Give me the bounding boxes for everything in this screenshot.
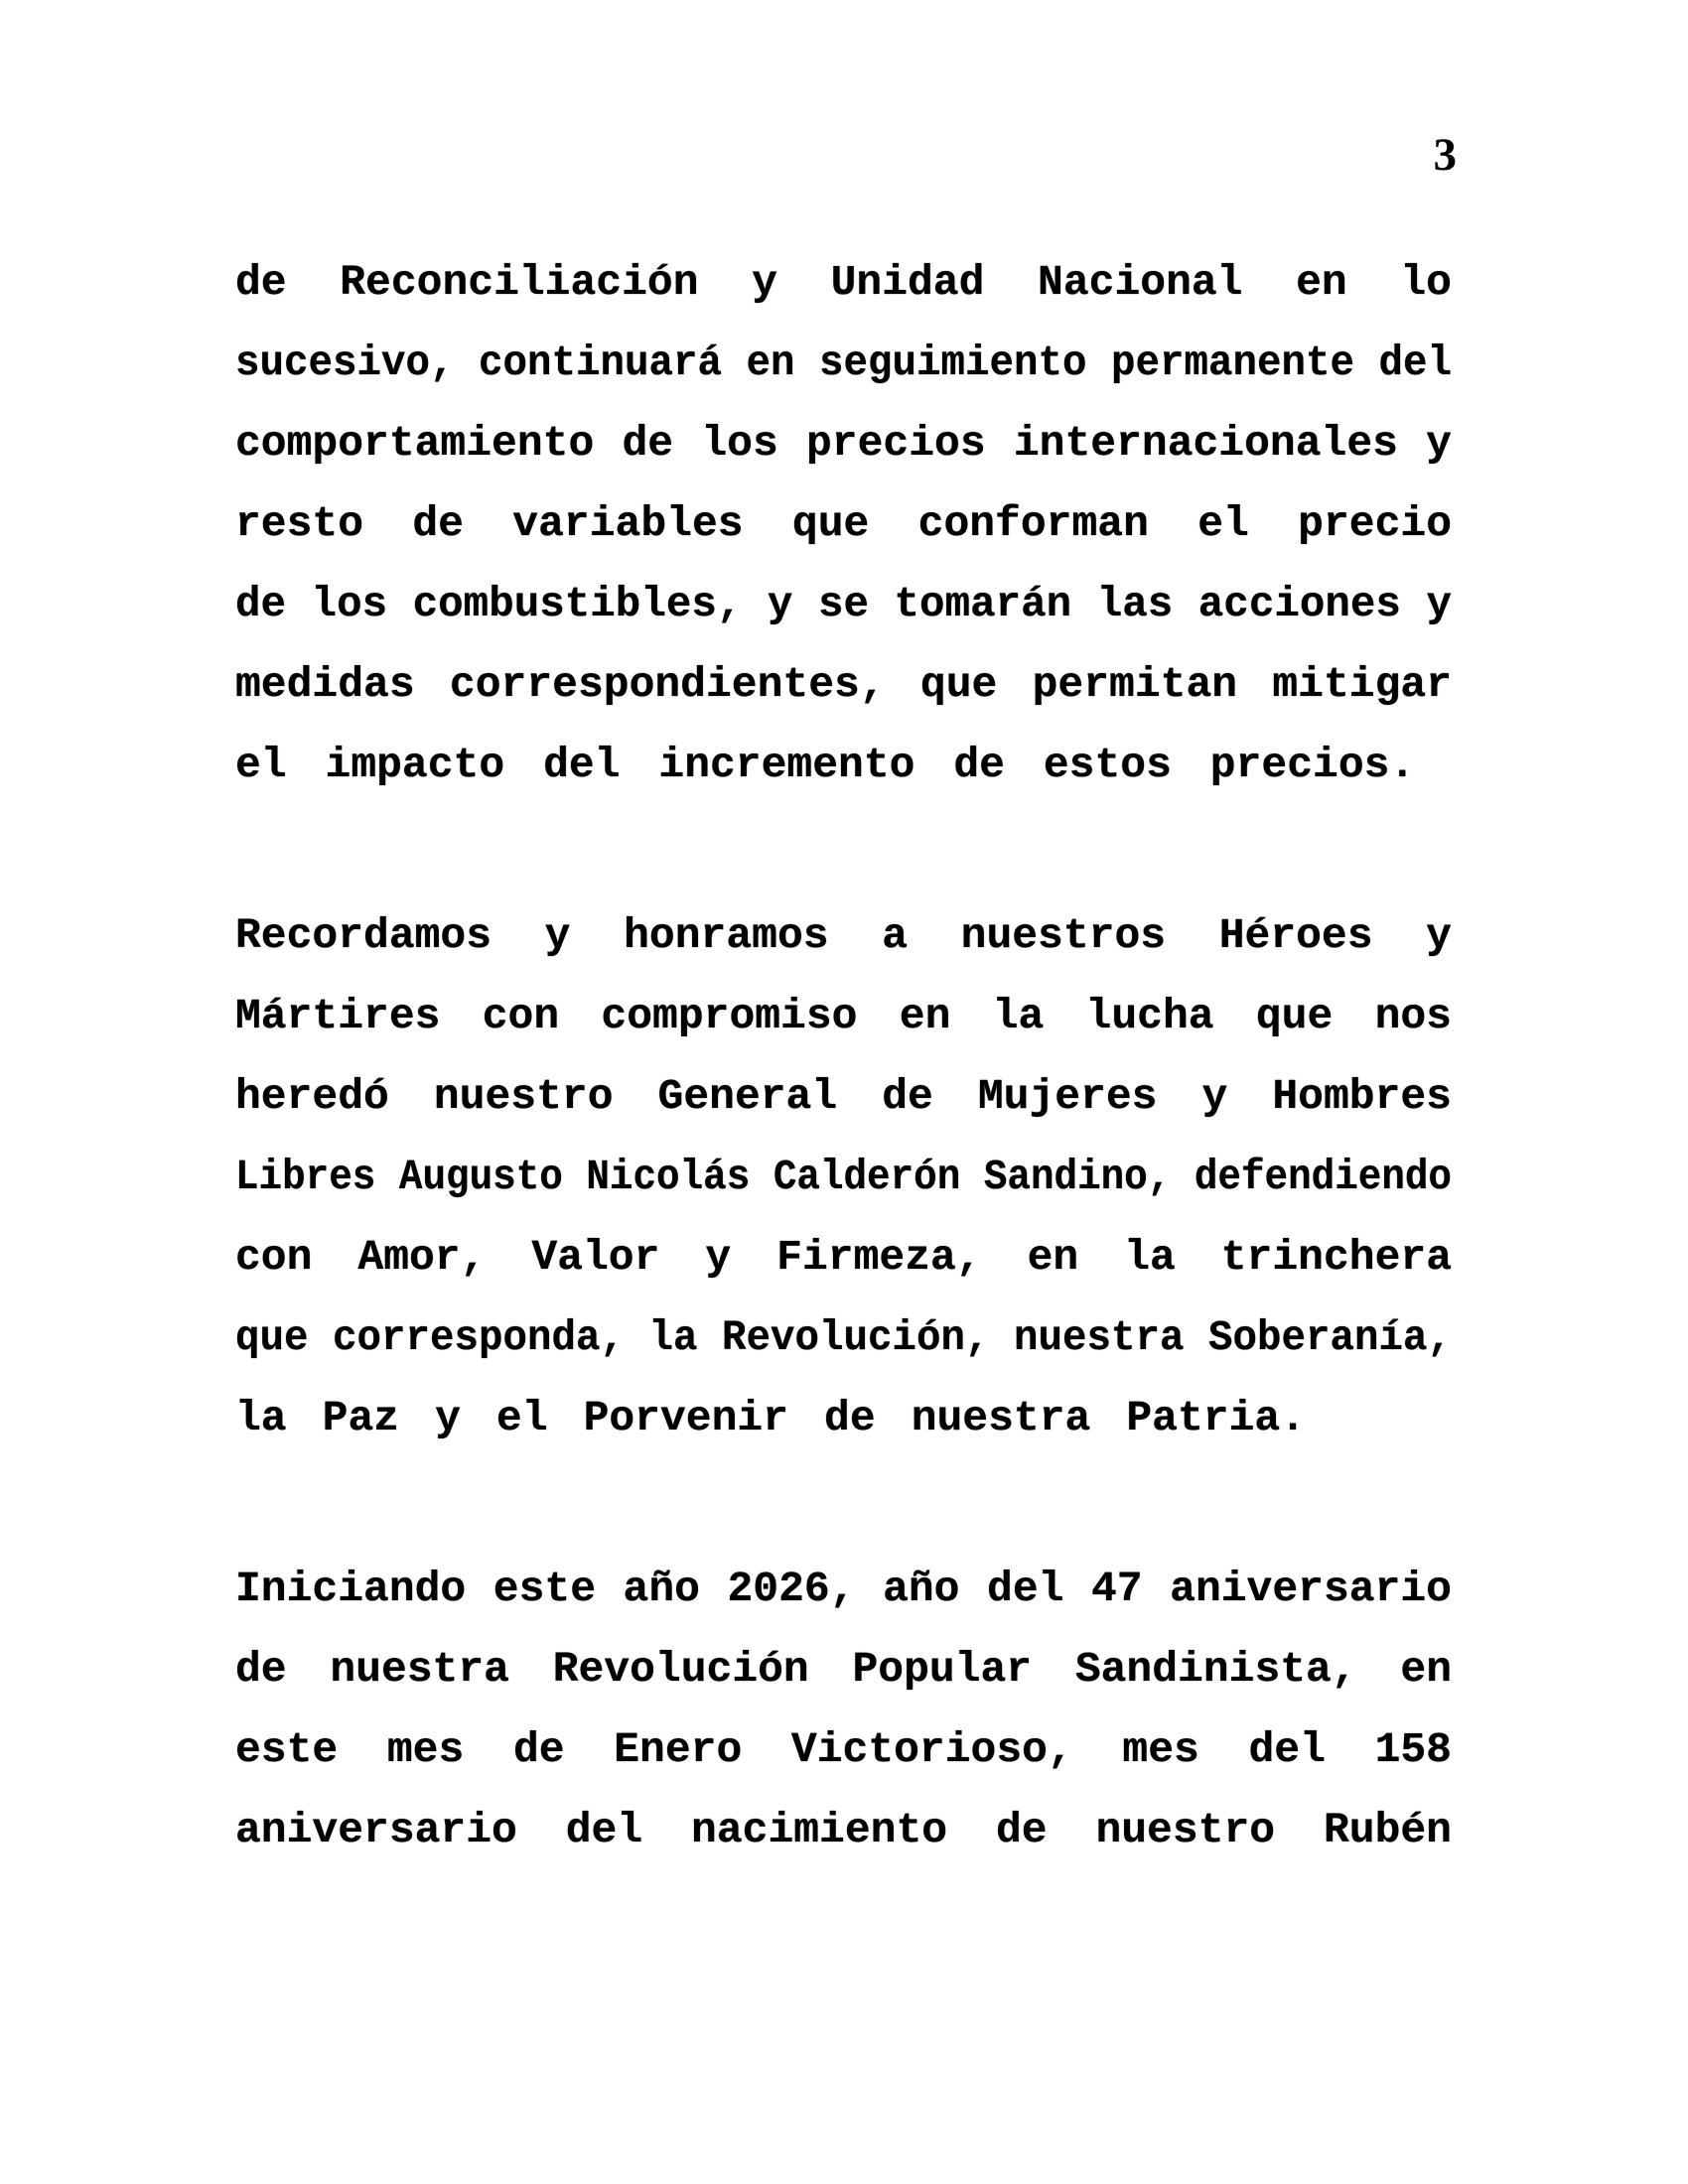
- text-line-content: Iniciando este año 2026, año del 47 aniversario: [235, 1565, 1452, 1613]
- text-line: [235, 1709, 1452, 1790]
- paragraph: [235, 242, 1452, 805]
- page-number: 3: [1433, 129, 1457, 181]
- text-line-content: resto de variables que conforman el precio: [235, 499, 1452, 548]
- text-line-content: de Reconciliación y Unidad Nacional en lo: [235, 258, 1452, 307]
- text-line-content: Mártires con compromiso en la lucha que nos: [235, 992, 1452, 1040]
- text-line: [235, 403, 1452, 483]
- text-line-content: sucesivo, continuará en seguimiento permanente del: [235, 339, 1452, 387]
- text-line-content: con Amor, Valor y Firmeza, en la trinchera: [235, 1233, 1452, 1282]
- paragraph: [235, 1549, 1452, 1870]
- text-line-content: comportamiento de los precios internacionales y: [235, 419, 1452, 468]
- text-line: [235, 895, 1452, 976]
- text-line-content: el impacto del incremento de estos precios.: [235, 741, 1416, 789]
- text-line-content: que corresponda, la Revolución, nuestra Soberanía,: [235, 1313, 1452, 1362]
- text-line: [235, 725, 1452, 805]
- text-line: [235, 1549, 1452, 1629]
- text-line-content: de los combustibles, y se tomarán las acciones y: [235, 580, 1452, 628]
- text-line: [235, 1629, 1452, 1709]
- text-line-content: este mes de Enero Victorioso, mes del 158: [235, 1725, 1452, 1774]
- text-line: [235, 1790, 1452, 1870]
- paragraph: [235, 895, 1452, 1458]
- text-line-content: Libres Augusto Nicolás Calderón Sandino, defendiendo: [235, 1153, 1452, 1201]
- text-line: [235, 483, 1452, 564]
- text-line-content: heredó nuestro General de Mujeres y Hombres: [235, 1072, 1452, 1121]
- text-line: [235, 976, 1452, 1056]
- text-line: [235, 1378, 1452, 1458]
- text-line: [235, 323, 1452, 403]
- text-line-content: Recordamos y honramos a nuestros Héroes y: [235, 911, 1452, 960]
- text-line: [235, 644, 1452, 725]
- text-line: [235, 1297, 1452, 1378]
- text-line: [235, 1056, 1452, 1137]
- text-line-content: medidas correspondientes, que permitan mitigar: [235, 660, 1452, 709]
- text-line: [235, 242, 1452, 323]
- text-line: [235, 1217, 1452, 1297]
- text-line-content: la Paz y el Porvenir de nuestra Patria.: [235, 1394, 1306, 1442]
- text-line: [235, 1137, 1452, 1217]
- text-line: [235, 564, 1452, 644]
- text-line-content: aniversario del nacimiento de nuestro Rubén: [235, 1806, 1452, 1854]
- text-line-content: de nuestra Revolución Popular Sandinista, en: [235, 1645, 1452, 1694]
- document-body: [235, 0, 1452, 1870]
